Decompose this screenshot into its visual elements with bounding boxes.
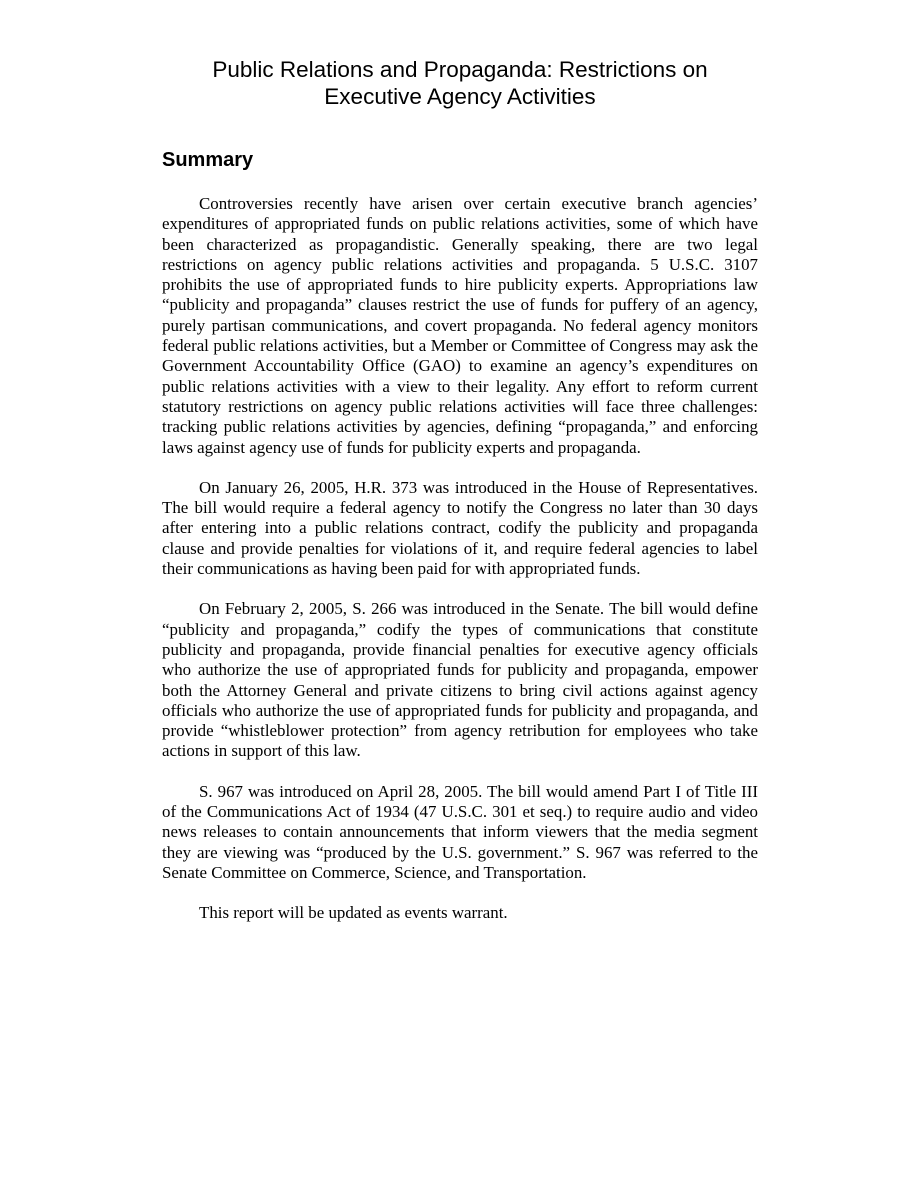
document-title-line-1: Public Relations and Propaganda: Restrictions on <box>212 57 708 82</box>
paragraph-2: On January 26, 2005, H.R. 373 was introduced in the House of Representatives. The bill would require a federal agency to notify the Congress no later than 30 days after entering into a public relations contract, codify the publicity and propaganda clause and provide penalties for violations of it, and require federal agencies to label their communications as having been paid for with appropriated funds. <box>162 477 758 579</box>
document-title-line-2: Executive Agency Activities <box>324 84 596 109</box>
summary-body <box>162 194 758 944</box>
section-heading-summary: Summary <box>162 149 254 171</box>
document-title <box>162 56 758 110</box>
paragraph-3: On February 2, 2005, S. 266 was introduced in the Senate. The bill would define “publicity and propaganda,” codify the types of communications that constitute publicity and propaganda, provide financial penalties for executive agency officials who authorize the use of appropriated funds for publicity and propaganda, empower both the Attorney General and private citizens to bring civil actions against agency officials who authorize the use of appropriated funds for publicity and propaganda, and provide “whistleblower protection” from agency retribution for employees who take actions in support of this law. <box>162 599 758 761</box>
paragraph-1: Controversies recently have arisen over certain executive branch agencies’ expenditures of appropriated funds on public relations activities, some of which have been characterized as propagandistic. Generally speaking, there are two legal restrictions on agency public relations activities and propaganda. 5 U.S.C. 3107 prohibits the use of appropriated funds to hire publicity experts. Appropriations law “publicity and propaganda” clauses restrict the use of funds for puffery of an agency, purely partisan communications, and covert propaganda. No federal agency monitors federal public relations activities, but a Member or Committee of Congress may ask the Government Accountability Office (GAO) to examine an agency’s expenditures on public relations activities with a view to their legality. Any effort to reform current statutory restrictions on agency public relations activities will face three challenges: tracking public relations activities by agencies, defining “propaganda,” and enforcing laws against agency use of funds for publicity experts and propaganda. <box>162 194 758 457</box>
paragraph-5: This report will be updated as events warrant. <box>199 903 508 923</box>
paragraph-4: S. 967 was introduced on April 28, 2005. The bill would amend Part I of Title III of the Communications Act of 1934 (47 U.S.C. 301 et seq.) to require audio and video news releases to contain announcements that inform viewers that the media segment they are viewing was “produced by the U.S. government.” S. 967 was referred to the Senate Committee on Commerce, Science, and Transportation. <box>162 781 758 882</box>
